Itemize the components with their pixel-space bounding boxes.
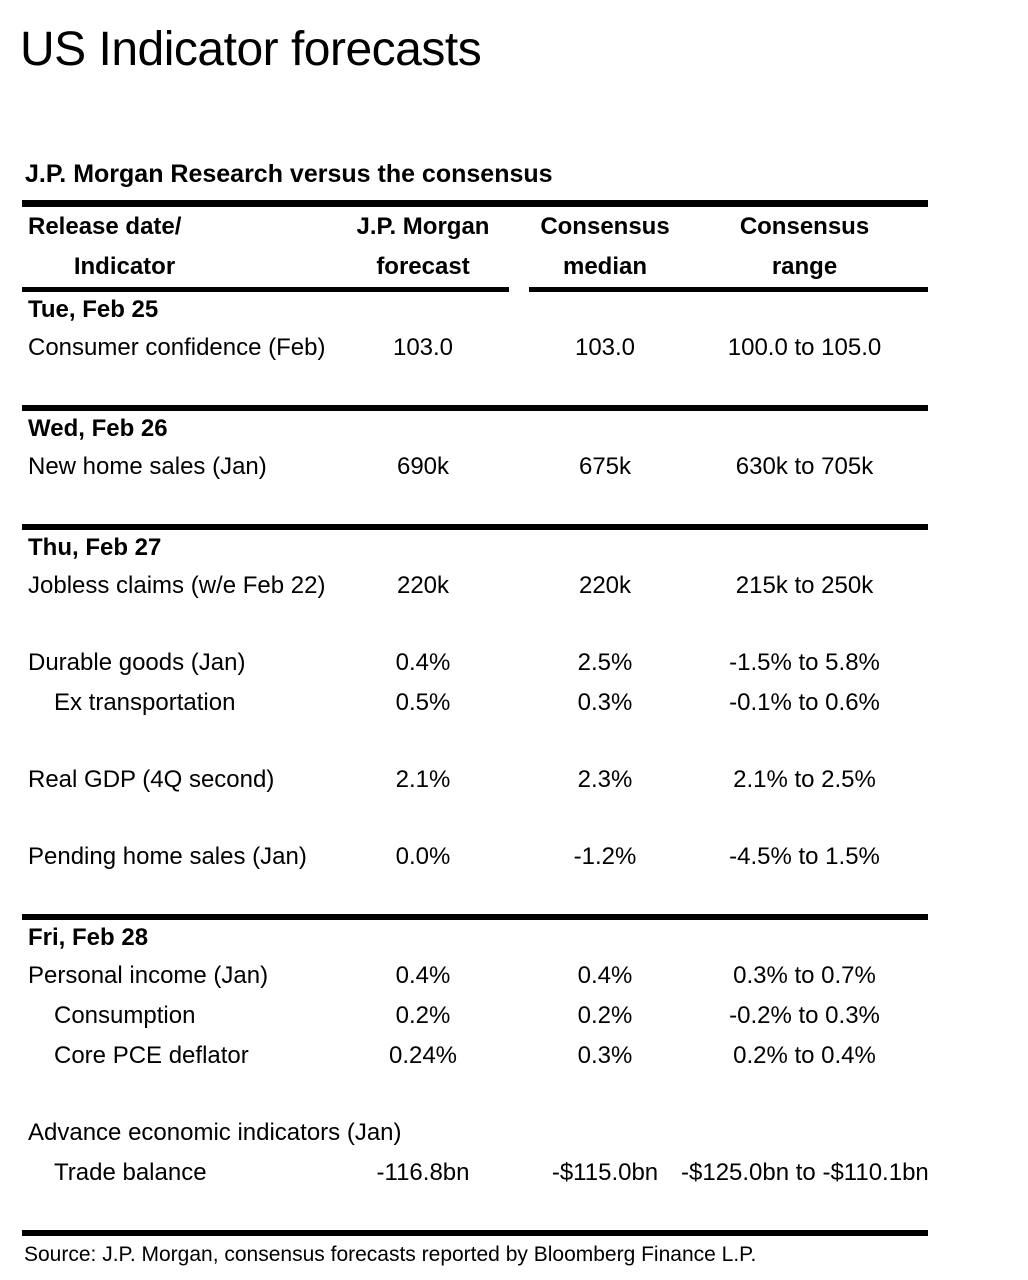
table-header-row-2	[22, 247, 928, 287]
empty-spacer-row	[22, 723, 928, 760]
empty-spacer-row	[22, 800, 928, 837]
column-header-release-date: Release date/	[28, 213, 182, 240]
consensus-range-value: 100.0 to 105.0	[727, 334, 882, 361]
table-row	[22, 643, 928, 683]
jpm-forecast-value: 220k	[396, 572, 450, 599]
indicator-label: Consumption	[54, 1002, 196, 1029]
empty-spacer-row	[22, 368, 928, 405]
table-top-rule	[22, 200, 928, 207]
page-title: US Indicator forecasts	[20, 23, 482, 76]
empty-spacer-row	[22, 877, 928, 914]
jpm-forecast-value: 0.0%	[395, 843, 451, 870]
consensus-range-value: -0.2% to 0.3%	[729, 1002, 880, 1029]
jpm-forecast-value: 0.4%	[395, 962, 451, 989]
jpm-forecast-value: 2.1%	[395, 766, 451, 793]
consensus-median-value: 103.0	[574, 334, 636, 361]
consensus-median-value: 2.5%	[577, 649, 633, 676]
indicator-label: Advance economic indicators (Jan)	[28, 1119, 402, 1146]
table-row	[22, 996, 928, 1036]
table-header-row-1	[22, 207, 928, 247]
column-header-forecast: forecast	[376, 253, 470, 280]
consensus-range-value: 215k to 250k	[735, 572, 874, 599]
table-row	[22, 837, 928, 877]
table-row	[22, 1036, 928, 1076]
column-header-range: range	[771, 253, 838, 280]
consensus-median-value: -$115.0bn	[551, 1159, 659, 1186]
consensus-range-value: -$125.0bn to -$110.1bn	[681, 1159, 929, 1186]
indicator-label: Pending home sales (Jan)	[28, 843, 307, 870]
section-date-row: Thu, Feb 27	[28, 534, 162, 561]
empty-spacer-row	[22, 487, 928, 524]
jpm-forecast-value: 0.4%	[395, 649, 451, 676]
indicator-label: Personal income (Jan)	[28, 962, 269, 989]
empty-spacer-row	[22, 1076, 928, 1113]
consensus-median-value: 0.4%	[577, 962, 633, 989]
indicator-label: New home sales (Jan)	[28, 453, 267, 480]
table-row	[22, 447, 928, 487]
table-row-label-only	[22, 1113, 928, 1153]
column-header-consensus-median: Consensus	[540, 213, 670, 240]
consensus-range-value: -4.5% to 1.5%	[729, 843, 880, 870]
source-note: Source: J.P. Morgan, consensus forecasts reported by Bloomberg Finance L.P.	[24, 1243, 757, 1266]
section-date-row: Tue, Feb 25	[28, 296, 159, 323]
table-row	[22, 683, 928, 723]
empty-spacer-row	[22, 606, 928, 643]
table-row	[22, 760, 928, 800]
forecast-table	[22, 200, 928, 1236]
consensus-median-value: 2.3%	[577, 766, 633, 793]
consensus-median-value: 0.3%	[577, 689, 633, 716]
empty-spacer-row	[22, 1193, 928, 1230]
consensus-median-value: 220k	[578, 572, 632, 599]
jpm-forecast-value: 690k	[396, 453, 450, 480]
consensus-median-value: 0.2%	[577, 1002, 633, 1029]
indicator-label: Ex transportation	[54, 689, 236, 716]
indicator-label: Trade balance	[54, 1159, 207, 1186]
consensus-range-value: 0.3% to 0.7%	[733, 962, 876, 989]
jpm-forecast-value: 0.2%	[395, 1002, 451, 1029]
column-header-jpm: J.P. Morgan	[356, 213, 490, 240]
indicator-label: Durable goods (Jan)	[28, 649, 246, 676]
table-row	[22, 328, 928, 368]
jpm-forecast-value: -116.8bn	[376, 1159, 470, 1186]
consensus-range-value: 630k to 705k	[735, 453, 874, 480]
indicator-label: Jobless claims (w/e Feb 22)	[28, 572, 326, 599]
table-body	[22, 292, 928, 1236]
jpm-forecast-value: 0.5%	[395, 689, 451, 716]
indicator-label: Real GDP (4Q second)	[28, 766, 275, 793]
indicator-label: Core PCE deflator	[54, 1042, 249, 1069]
consensus-median-value: -1.2%	[573, 843, 637, 870]
column-header-median: median	[562, 253, 648, 280]
section-divider-rule	[22, 1230, 928, 1236]
header-underline-left-segment	[22, 287, 509, 292]
jpm-forecast-value: 0.24%	[388, 1042, 458, 1069]
column-header-indicator: Indicator	[73, 253, 176, 280]
consensus-median-value: 675k	[578, 453, 632, 480]
table-subtitle: J.P. Morgan Research versus the consensus	[25, 160, 553, 188]
table-row	[22, 1153, 928, 1193]
consensus-range-value: 0.2% to 0.4%	[733, 1042, 876, 1069]
consensus-range-value: -0.1% to 0.6%	[729, 689, 880, 716]
table-row	[22, 956, 928, 996]
indicator-label: Consumer confidence (Feb)	[28, 334, 326, 361]
consensus-range-value: 2.1% to 2.5%	[733, 766, 876, 793]
header-underline	[22, 287, 928, 292]
column-header-consensus-range: Consensus	[739, 213, 870, 240]
jpm-forecast-value: 103.0	[392, 334, 454, 361]
section-date-row: Wed, Feb 26	[28, 415, 168, 442]
consensus-range-value: -1.5% to 5.8%	[729, 649, 880, 676]
header-underline-right-segment	[529, 287, 928, 292]
consensus-median-value: 0.3%	[577, 1042, 633, 1069]
section-date-row: Fri, Feb 28	[28, 924, 149, 951]
table-row	[22, 566, 928, 606]
